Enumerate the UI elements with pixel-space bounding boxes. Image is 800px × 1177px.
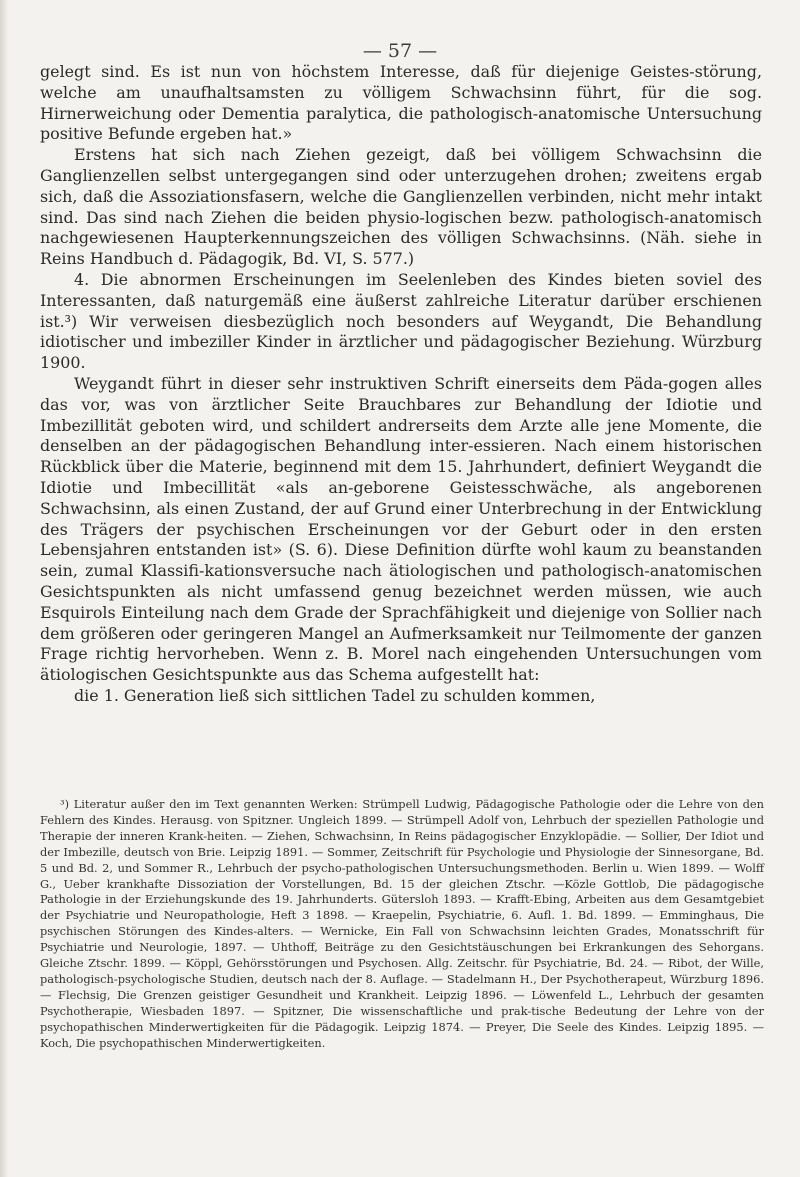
paragraph: die 1. Generation ließ sich sittlichen Tadel zu schulden kommen,: [74, 685, 596, 705]
footnote-literature: ³) Literatur außer den im Text genannten Werken: Strümpell Ludwig, Pädagogische Pathologie oder die Lehre von den Fehlern des Kindes. Herausg. von Spitzner. Ungleich 1899. — Strümpell Adolf von, Lehrbuch der speziellen Pathologie und Therapie der inneren Krank-heiten. — Ziehen, Schwachsinn, In Reins pädagogischer Enzyklopädie. — Sollier, Der Idiot und der Imbezille, deutsch von Brie. Leipzig 1891. — Sommer, Zeitschrift für Psychologie und Physiologie der Sinnesorgane, Bd. 5 und Bd. 2, und Sommer R., Lehrbuch der psycho-pathologischen Untersuchungsmethoden. Berlin u. Wien 1899. — Wolff G., Ueber krankhafte Dissoziation der Vorstellungen, Bd. 15 der gleichen Ztschr. —Közle Gottlob, Die pädagogische Pathologie in der Erziehungskunde des 19. Jahrhunderts. Gütersloh 1893. — Krafft-Ebing, Arbeiten aus dem Gesamtgebiet der Psychiatrie und Neuropathologie, Heft 3 1898. — Kraepelin, Psychiatrie, 6. Aufl. 1. Bd. 1899. — Emminghaus, Die psychischen Störungen des Kindes-alters. — Wernicke, Ein Fall von Schwachsinn leichten Grades, Monatsschrift für Psychiatrie und Neurologie, 1897. — Uhthoff, Beiträge zu den Gesichtstäuschungen bei Erkrankungen des Sehorgans. Gleiche Ztschr. 1899. — Köppl, Gehörsstörungen und Psychosen. Allg. Zeitschr. für Psychiatrie, Bd. 24. — Ribot, der Wille, pathologisch-psychologische Studien, deutsch nach der 8. Auflage. — Stadelmann H., Der Psychotherapeut, Würzburg 1896. — Flechsig, Die Grenzen geistiger Gesundheit und Krankheit. Leipzig 1896. — Löwenfeld L., Lehrbuch der gesamten Psychotherapie, Wiesbaden 1897. — Spitzner, Die wissenschaftliche und prak-tische Bedeutung der Lehre von der psychopathischen Minderwertigkeiten für die Pädagogik. Leipzig 1874. — Preyer, Die Seele des Kindes. Leipzig 1895. — Koch, Die psychopathischen Minderwertigkeiten.: [40, 797, 764, 1050]
paragraph: Erstens hat sich nach Ziehen gezeigt, daß bei völligem Schwachsinn die Ganglienzellen selbst untergegangen sind oder unterzugehen drohen; zweitens ergab sich, daß die Assoziationsfasern, welche die Ganglienzellen verbinden, nicht mehr intakt sind. Das sind nach Ziehen die beiden physio-logischen bezw. pathologisch-anatomisch nachgewiesenen Haupterkennungszeichen des völligen Schwachsinns. (Näh. siehe in Reins Handbuch d. Pädagogik, Bd. VI, S. 577.): [40, 145, 762, 269]
footnotes: [40, 797, 764, 1052]
paragraph: gelegt sind. Es ist nun von höchstem Interesse, daß für diejenige Geistes-störung, welche am unaufhaltsamsten zu völligem Schwachsinn führt, für die sog. Hirnerweichung oder Dementia paralytica, die pathologisch-anatomische Untersuchung positive Befunde ergeben hat.»: [40, 62, 762, 144]
paragraph: 4. Die abnormen Erscheinungen im Seelenleben des Kindes bieten soviel des Interessanten, daß naturgemäß eine äußerst zahlreiche Literatur darüber erschienen ist.³) Wir verweisen diesbezüglich noch besonders auf Weygandt, Die Behandlung idiotischer und imbeziller Kinder in ärztlicher und pädagogischer Beziehung. Würzburg 1900.: [40, 269, 762, 373]
main-text: [40, 62, 762, 707]
paragraph: Weygandt führt in dieser sehr instruktiven Schrift einerseits dem Päda-gogen alles das vor, was von ärztlicher Seite Brauchbares zur Behandlung der Idiotie und Imbezillität geboten wird, und schildert andrerseits dem Arzte alle jene Momente, die denselben an der pädagogischen Behandlung inter-essieren. Nach einem historischen Rückblick über die Materie, beginnend mit dem 15. Jahrhundert, definiert Weygandt die Idiotie und Imbecillität «als an-geborene Geistesschwäche, als angeborenen Schwachsinn, als einen Zustand, der auf Grund einer Unterbrechung in der Entwicklung des Trägers der psychischen Erscheinungen vor der Geburt oder in den ersten Lebensjahren entstanden ist» (S. 6). Diese Definition dürfte wohl kaum zu beanstanden sein, zumal Klassifi-kationsversuche nach ätiologischen und pathologisch-anatomischen Gesichtspunkten als nicht umfassend genug bezeichnet werden müssen, wie auch Esquirols Einteilung nach dem Grade der Sprachfähigkeit und diejenige von Sollier nach dem größeren oder geringeren Mangel an Aufmerksamkeit nur Teilmomente der ganzen Frage richtig hervorheben. Wenn z. B. Morel nach eingehenden Untersuchungen vom ätiologischen Gesichtspunkte aus das Schema aufgestellt hat:: [40, 373, 762, 685]
page-number-header: — 57 —: [362, 40, 438, 62]
page-binding-shadow: [0, 0, 8, 1177]
